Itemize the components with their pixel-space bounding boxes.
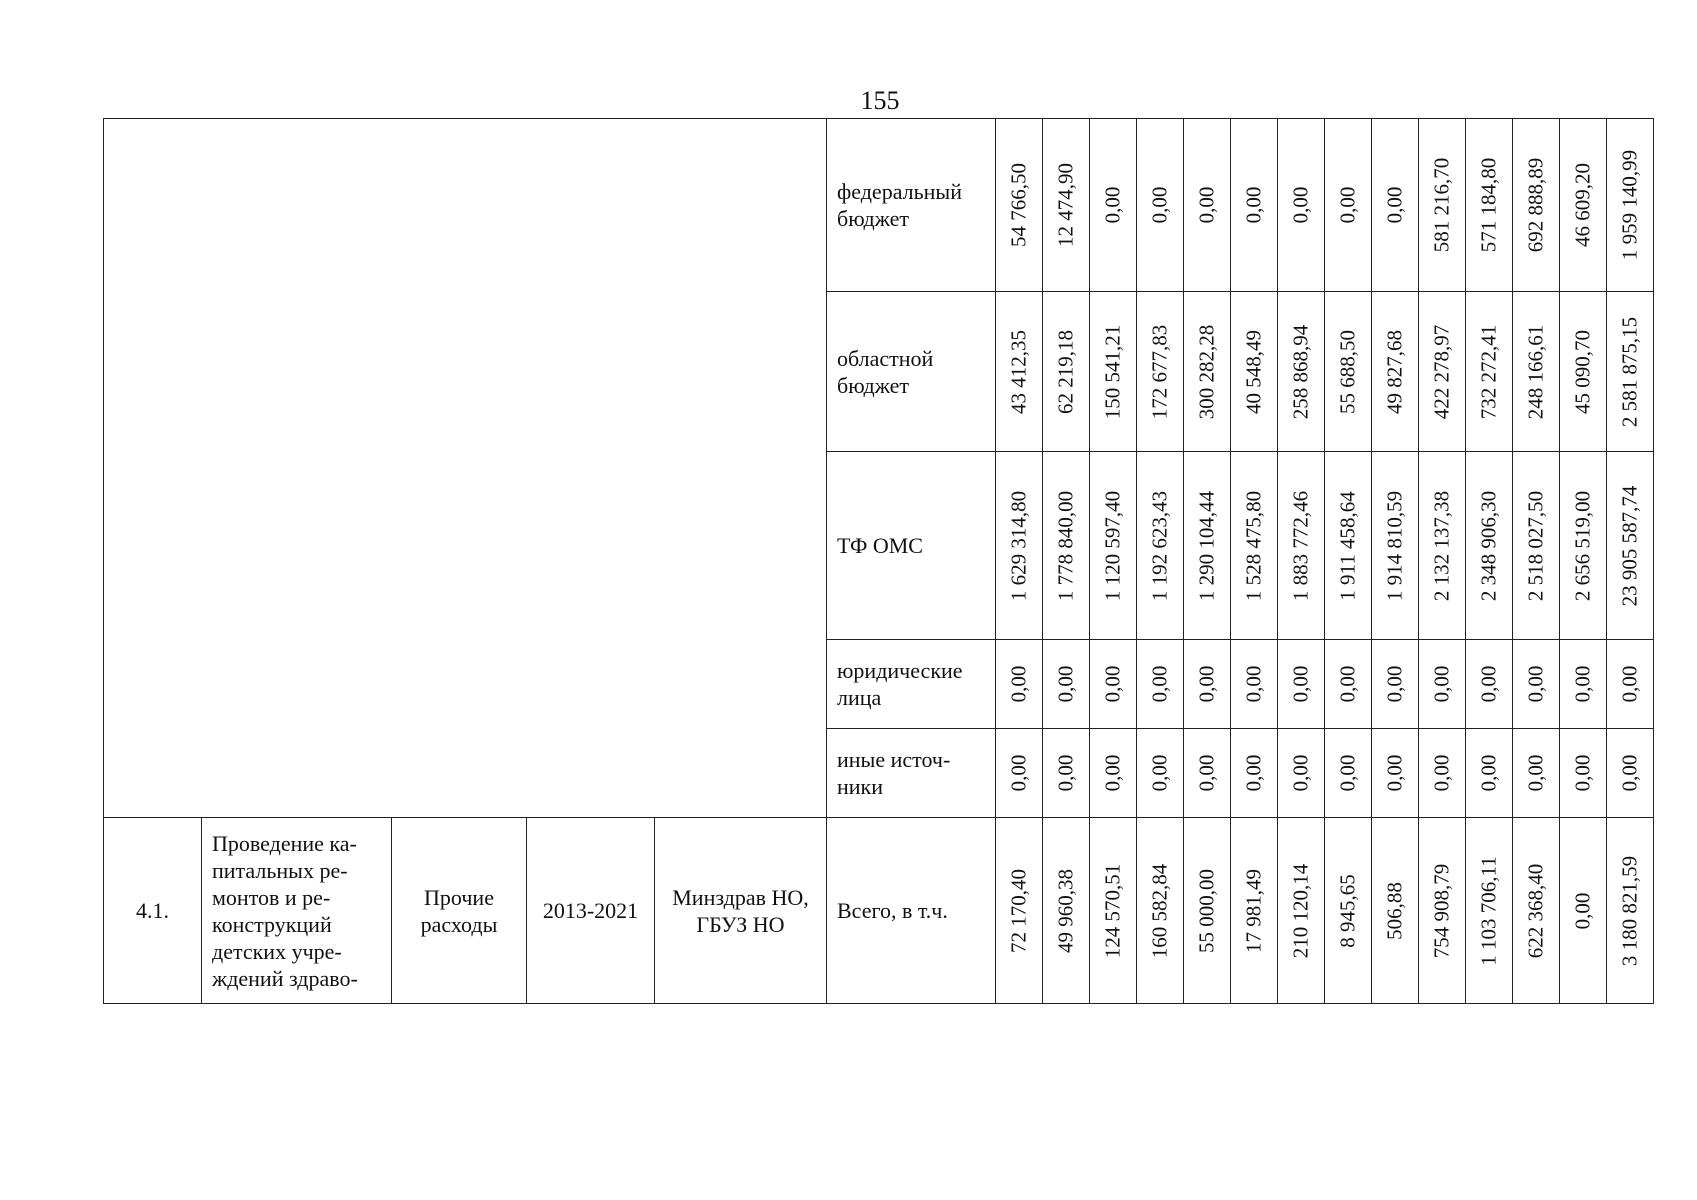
value-text: 46 609,20 (1570, 163, 1595, 247)
value-cell (1466, 119, 1513, 292)
value-cell (1513, 640, 1560, 729)
value-cell (1607, 729, 1654, 818)
value-text: 40 548,49 (1241, 329, 1266, 414)
value-text: 0,00 (1523, 665, 1548, 703)
value-cell (1372, 452, 1419, 640)
value-text: 0,00 (1100, 186, 1125, 224)
value-cell (1372, 640, 1419, 729)
value-text: 23 905 587,74 (1617, 485, 1642, 606)
value-text: 0,00 (1100, 754, 1125, 792)
value-text: 1 914 810,59 (1382, 490, 1407, 601)
merged-blank-cell (104, 119, 827, 818)
value-cell (1231, 818, 1278, 1004)
value-text: 258 868,94 (1288, 324, 1313, 419)
source-row (104, 119, 1654, 292)
value-text: 0,00 (1523, 754, 1548, 792)
value-text: 54 766,50 (1006, 163, 1031, 247)
value-cell (1325, 818, 1372, 1004)
value-cell (996, 119, 1043, 292)
value-cell (1560, 119, 1607, 292)
value-text: 0,00 (1382, 665, 1407, 703)
value-text: 210 120,14 (1288, 863, 1313, 958)
value-cell (1607, 818, 1654, 1004)
value-cell (1231, 119, 1278, 292)
value-text: 1 629 314,80 (1006, 490, 1031, 601)
value-cell (1325, 640, 1372, 729)
value-text: 49 960,38 (1053, 868, 1078, 953)
value-cell (1231, 292, 1278, 452)
value-cell (1466, 640, 1513, 729)
value-text: 248 166,61 (1523, 324, 1548, 419)
value-cell (1043, 729, 1090, 818)
value-text: 12 474,90 (1053, 163, 1078, 247)
value-text: 1 290 104,44 (1194, 490, 1219, 601)
value-text: 172 677,83 (1147, 324, 1172, 419)
value-text: 150 541,21 (1100, 324, 1125, 419)
value-cell (1372, 729, 1419, 818)
value-cell (1419, 119, 1466, 292)
value-text: 55 000,00 (1194, 868, 1219, 953)
value-text: 0,00 (1053, 665, 1078, 703)
value-cell (1372, 119, 1419, 292)
value-text: 2 348 906,30 (1476, 490, 1501, 601)
value-text: 506,88 (1382, 881, 1407, 940)
value-cell (1090, 292, 1137, 452)
value-cell (1372, 292, 1419, 452)
value-text: 0,00 (1429, 665, 1454, 703)
value-cell (1466, 818, 1513, 1004)
source-label: юридические лица (827, 640, 996, 729)
value-cell (1184, 818, 1231, 1004)
value-text: 422 278,97 (1429, 324, 1454, 419)
item-name: Проведение ка-питальных ре-монтов и ре-конструкций детских учре-ждений здраво- (202, 818, 392, 1004)
value-text: 0,00 (1100, 665, 1125, 703)
value-cell (1419, 729, 1466, 818)
value-text: 0,00 (1476, 754, 1501, 792)
value-text: 0,00 (1241, 754, 1266, 792)
source-label: ТФ ОМС (827, 452, 996, 640)
value-text: 55 688,50 (1335, 329, 1360, 414)
value-cell (1184, 452, 1231, 640)
value-text: 160 582,84 (1147, 863, 1172, 958)
value-cell (1419, 640, 1466, 729)
value-cell (1043, 292, 1090, 452)
budget-table (103, 118, 1654, 1004)
value-text: 622 368,40 (1523, 863, 1548, 958)
value-cell (1043, 818, 1090, 1004)
value-cell (1137, 292, 1184, 452)
value-text: 49 827,68 (1382, 329, 1407, 414)
value-cell (1419, 292, 1466, 452)
value-text: 0,00 (1382, 186, 1407, 224)
value-text: 1 528 475,80 (1241, 490, 1266, 601)
page-number: 155 (860, 86, 900, 115)
value-text: 0,00 (1006, 665, 1031, 703)
value-cell (1137, 452, 1184, 640)
value-cell (1043, 119, 1090, 292)
value-cell (1372, 818, 1419, 1004)
value-cell (1513, 119, 1560, 292)
value-cell (1560, 452, 1607, 640)
value-cell (1043, 452, 1090, 640)
item-number: 4.1. (104, 818, 202, 1004)
value-cell (1607, 640, 1654, 729)
value-text: 0,00 (1241, 186, 1266, 224)
value-cell (1184, 292, 1231, 452)
value-text: 62 219,18 (1053, 329, 1078, 414)
value-text: 1 120 597,40 (1100, 490, 1125, 601)
source-label: иные источ-ники (827, 729, 996, 818)
value-cell (1560, 729, 1607, 818)
value-cell (1278, 292, 1325, 452)
value-text: 0,00 (1053, 754, 1078, 792)
value-cell (1137, 640, 1184, 729)
value-text: 2 656 519,00 (1570, 490, 1595, 601)
value-text: 0,00 (1194, 186, 1219, 224)
value-text: 0,00 (1335, 665, 1360, 703)
value-cell (996, 818, 1043, 1004)
value-cell (996, 452, 1043, 640)
value-cell (1184, 729, 1231, 818)
value-cell (996, 729, 1043, 818)
value-text: 0,00 (1147, 186, 1172, 224)
value-cell (1184, 119, 1231, 292)
value-cell (1325, 292, 1372, 452)
value-cell (1325, 729, 1372, 818)
value-text: 1 778 840,00 (1053, 490, 1078, 601)
value-cell (1466, 452, 1513, 640)
value-cell (1137, 729, 1184, 818)
value-text: 0,00 (1429, 754, 1454, 792)
source-label: областной бюджет (827, 292, 996, 452)
value-cell (1513, 452, 1560, 640)
value-cell (1278, 119, 1325, 292)
value-cell (1325, 452, 1372, 640)
value-text: 300 282,28 (1194, 324, 1219, 419)
value-cell (1231, 452, 1278, 640)
value-cell (1466, 292, 1513, 452)
value-text: 0,00 (1476, 665, 1501, 703)
value-cell (996, 292, 1043, 452)
value-cell (1466, 729, 1513, 818)
value-cell (1325, 119, 1372, 292)
value-text: 1 103 706,11 (1476, 855, 1501, 966)
value-text: 0,00 (1241, 665, 1266, 703)
value-cell (1278, 640, 1325, 729)
value-text: 0,00 (1570, 665, 1595, 703)
value-cell (1513, 292, 1560, 452)
value-text: 0,00 (1147, 665, 1172, 703)
item-row (104, 818, 1654, 1004)
value-text: 754 908,79 (1429, 863, 1454, 958)
value-cell (1278, 452, 1325, 640)
value-cell (1090, 640, 1137, 729)
item-expense-type: Прочие расходы (392, 818, 527, 1004)
value-text: 3 180 821,59 (1617, 855, 1642, 966)
value-text: 0,00 (1194, 754, 1219, 792)
value-text: 0,00 (1617, 754, 1642, 792)
value-text: 732 272,41 (1476, 324, 1501, 419)
value-cell (1184, 640, 1231, 729)
value-text: 0,00 (1147, 754, 1172, 792)
value-cell (1137, 119, 1184, 292)
value-text: 692 888,89 (1523, 157, 1548, 253)
value-cell (1090, 818, 1137, 1004)
value-text: 571 184,80 (1476, 157, 1501, 253)
value-text: 0,00 (1194, 665, 1219, 703)
value-cell (1513, 729, 1560, 818)
value-text: 17 981,49 (1241, 868, 1266, 953)
value-cell (1560, 818, 1607, 1004)
value-text: 0,00 (1335, 186, 1360, 224)
value-cell (1560, 292, 1607, 452)
value-text: 45 090,70 (1570, 329, 1595, 414)
value-cell (1607, 452, 1654, 640)
value-text: 2 132 137,38 (1429, 490, 1454, 601)
value-text: 72 170,40 (1006, 868, 1031, 953)
value-cell (1090, 119, 1137, 292)
value-text: 0,00 (1570, 892, 1595, 929)
value-cell (1137, 818, 1184, 1004)
item-executor: Минздрав НО, ГБУЗ НО (655, 818, 827, 1004)
value-cell (1278, 729, 1325, 818)
value-text: 581 216,70 (1429, 157, 1454, 253)
value-cell (1043, 640, 1090, 729)
value-text: 1 911 458,64 (1335, 490, 1360, 601)
value-text: 1 192 623,43 (1147, 490, 1172, 601)
value-text: 2 518 027,50 (1523, 490, 1548, 601)
value-text: 8 945,65 (1335, 873, 1360, 948)
value-text: 2 581 875,15 (1617, 316, 1642, 427)
value-cell (1278, 818, 1325, 1004)
value-text: 0,00 (1288, 665, 1313, 703)
value-cell (1513, 818, 1560, 1004)
value-text: 0,00 (1382, 754, 1407, 792)
item-period: 2013-2021 (527, 818, 655, 1004)
value-cell (1607, 119, 1654, 292)
value-cell (1419, 452, 1466, 640)
value-text: 0,00 (1288, 754, 1313, 792)
value-text: 0,00 (1570, 754, 1595, 792)
source-label: федеральный бюджет (827, 119, 996, 292)
value-cell (1419, 818, 1466, 1004)
value-cell (1231, 729, 1278, 818)
value-text: 43 412,35 (1006, 329, 1031, 414)
value-cell (1231, 640, 1278, 729)
value-text: 0,00 (1617, 665, 1642, 703)
value-cell (996, 640, 1043, 729)
value-text: 1 959 140,99 (1617, 149, 1642, 261)
value-text: 0,00 (1335, 754, 1360, 792)
value-text: 0,00 (1288, 186, 1313, 224)
value-text: 1 883 772,46 (1288, 490, 1313, 601)
value-cell (1090, 452, 1137, 640)
value-text: 0,00 (1006, 754, 1031, 792)
value-cell (1090, 729, 1137, 818)
value-cell (1560, 640, 1607, 729)
value-text: 124 570,51 (1100, 863, 1125, 958)
item-source: Всего, в т.ч. (827, 818, 996, 1004)
value-cell (1607, 292, 1654, 452)
